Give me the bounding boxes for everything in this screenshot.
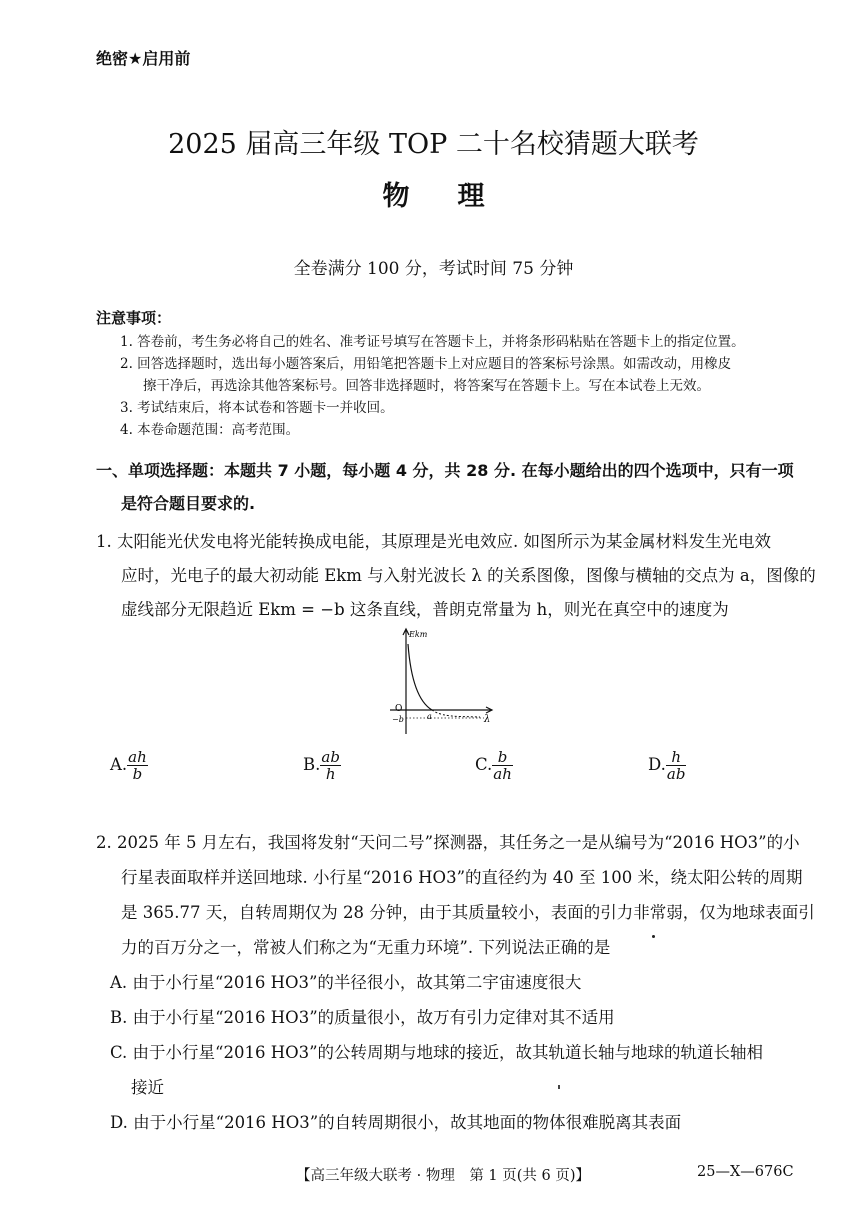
subject-title: 物理 <box>382 181 533 212</box>
question-1-line: 虚线部分无限趋近 Ekm = −b 这条直线，普朗克常量为 h，则光在真空中的速度为 <box>121 600 729 619</box>
q1-option-c: C. $\frac{b}{ah}$ <box>475 748 512 783</box>
question-2-line: 是 365.77 天，自转周期仅为 28 分钟，由于其质量较小，表面的引力非常弱，仅为地球表面引 <box>121 903 815 922</box>
notice-item: 1. 答卷前，考生务必将自己的姓名、准考证号填写在答题卡上，并将条形码粘贴在答题卡上的指定位置。 <box>120 334 745 350</box>
question-1-line: 1. 太阳能光伏发电将光能转换成电能，其原理是光电效应. 如图所示为某金属材料发生光电效 <box>96 532 771 551</box>
question-1-line: 应时，光电子的最大初动能 Ekm 与入射光波长 λ 的关系图像，图像与横轴的交点为 a，图像的 <box>121 566 816 585</box>
full-score-line: 全卷满分 100 分，考试时间 75 分钟 <box>293 259 574 279</box>
y-axis-label: Ekm <box>409 630 428 639</box>
ekm-lambda-graph <box>380 622 500 737</box>
q2-option-a: A. 由于小行星“2016 HO3”的半径很小，故其第二宇宙速度很大 <box>110 973 582 992</box>
origin-label: O <box>395 704 403 714</box>
notice-heading: 注意事项： <box>96 309 172 327</box>
q1-option-a: A. $\frac{ah}{b}$ <box>110 748 147 783</box>
paper-code: 25—X—676C <box>697 1164 794 1180</box>
intercept-label: a <box>427 712 432 721</box>
q2-option-d: D. 由于小行星“2016 HO3”的自转周期很小，故其地面的物体很难脱离其表面 <box>110 1113 682 1132</box>
x-axis-label: λ <box>484 714 491 725</box>
section-heading-cont: 是符合题目要求的. <box>121 494 256 513</box>
q2-option-c: C. 由于小行星“2016 HO3”的公转周期与地球的接近，故其轨道长轴与地球的轨道长轴相 <box>110 1043 764 1062</box>
notice-item: 3. 考试结束后，将本试卷和答题卡一并收回。 <box>120 400 394 416</box>
speck <box>558 1085 560 1089</box>
question-2-line: 行星表面取样并送回地球. 小行星“2016 HO3”的直径约为 40 至 100 米，绕太阳公转的周期 <box>121 868 803 887</box>
notice-item: 2. 回答选择题时，选出每小题答案后，用铅笔把答题卡上对应题目的答案标号涂黑。如需改动，用橡皮 <box>120 356 732 372</box>
q1-option-b: B. $\frac{ab}{h}$ <box>303 748 340 783</box>
notice-item: 4. 本卷命题范围：高考范围。 <box>120 422 300 438</box>
confidential-label: 绝密★启用前 <box>96 49 191 68</box>
q2-option-b: B. 由于小行星“2016 HO3”的质量很小，故万有引力定律对其不适用 <box>110 1008 615 1027</box>
neg-b-label: −b <box>392 715 404 724</box>
exam-title: 2025 届高三年级 TOP 二十名校猜题大联考 <box>168 129 699 160</box>
notice-item: 擦干净后，再选涂其他答案标号。回答非选择题时，将答案写在答题卡上。写在本试卷上无效。 <box>143 378 710 394</box>
q1-option-d: D. $\frac{h}{ab}$ <box>648 748 686 783</box>
section-heading: 一、单项选择题：本题共 7 小题，每小题 4 分，共 28 分. 在每小题给出的四个选项中，只有一项 <box>96 461 794 480</box>
question-2-line: 力的百万分之一，常被人们称之为“无重力环境”. 下列说法正确的是 <box>121 938 611 957</box>
question-2-line: 2. 2025 年 5 月左右，我国将发射“天问二号”探测器，其任务之一是从编号为“2016 HO3”的小 <box>96 833 800 852</box>
page-footer: 【高三年级大联考 · 物理 第 1 页(共 6 页)】 <box>296 1168 591 1184</box>
speck <box>652 935 655 938</box>
q2-option-c-cont: 接近 <box>131 1078 164 1097</box>
